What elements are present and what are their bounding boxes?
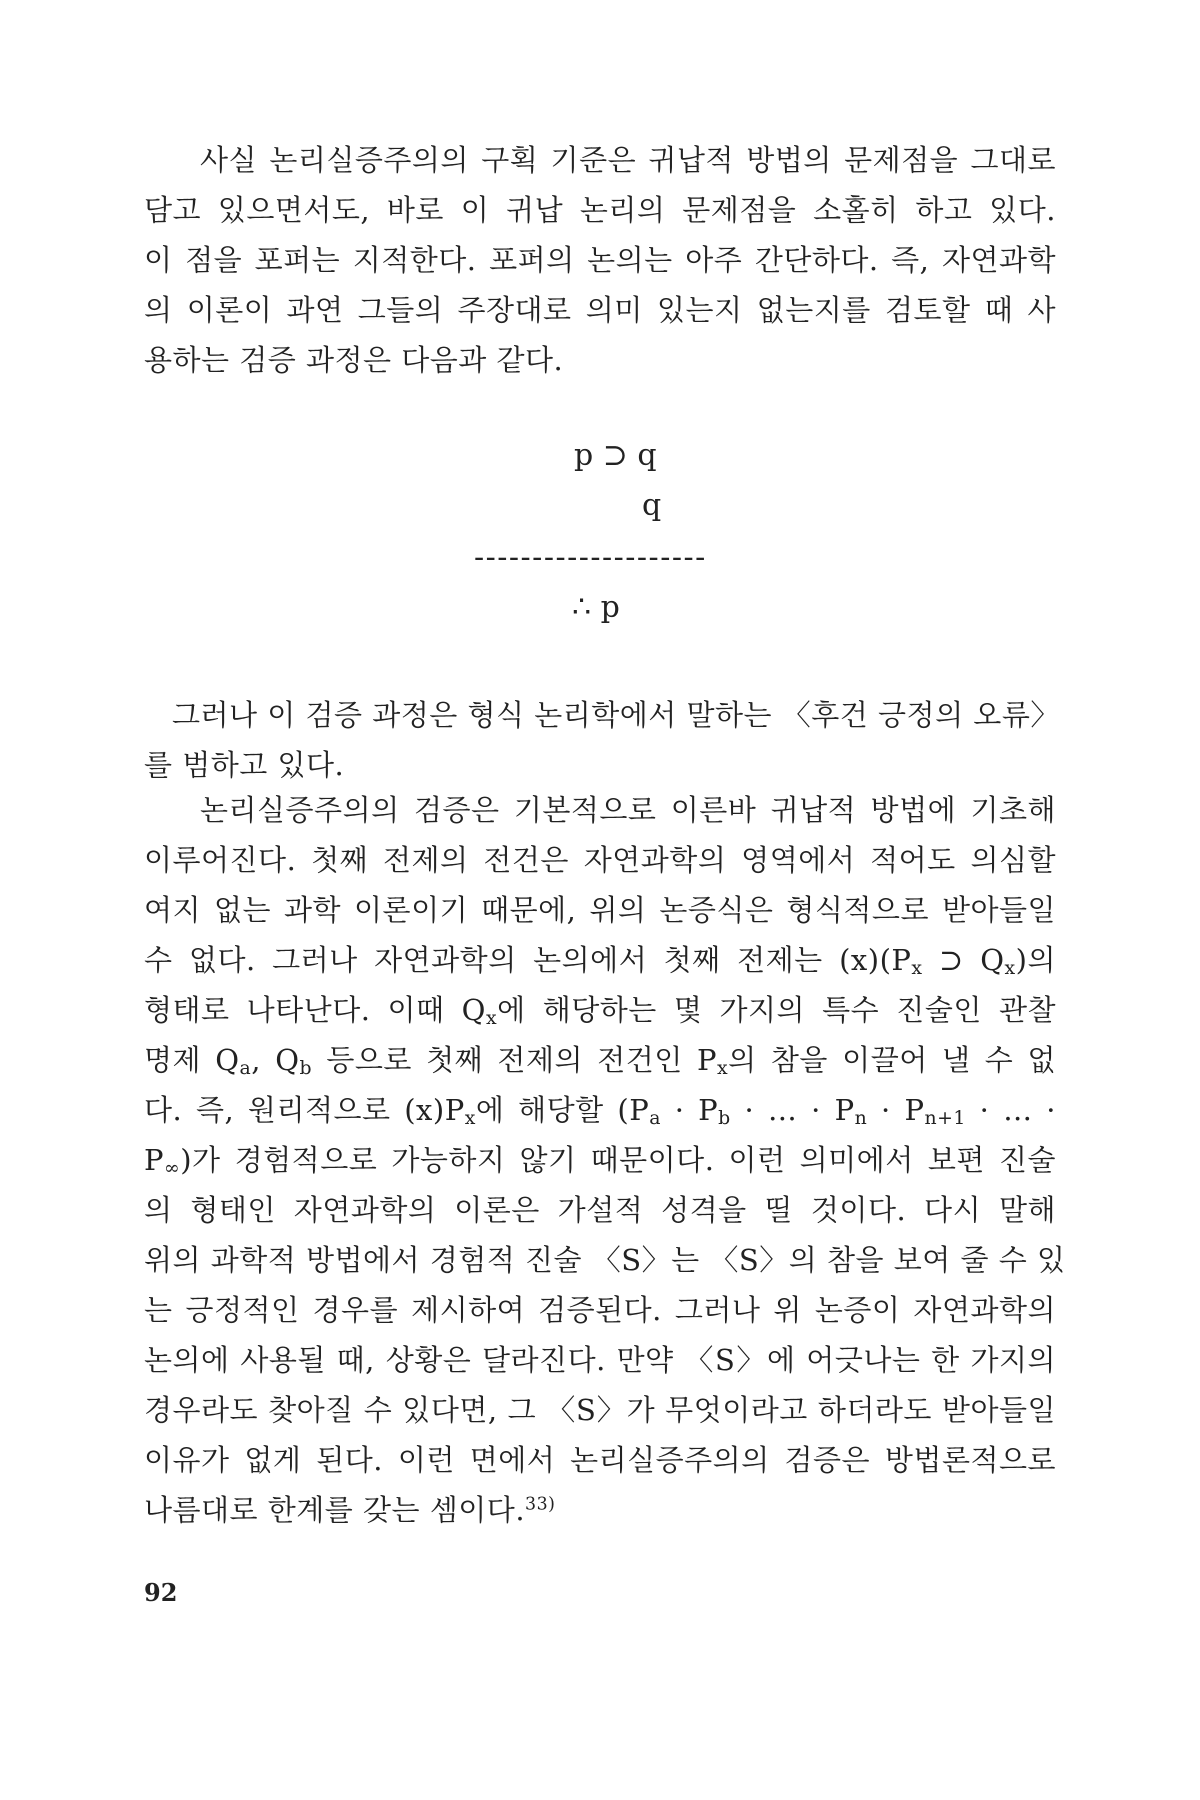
subscript: n — [854, 1107, 868, 1129]
text-line: 용하는 검증 과정은 다음과 같다. — [144, 343, 564, 377]
formula-premise-2: q — [642, 488, 662, 523]
paragraph-fallacy — [144, 690, 1060, 790]
text-line: 논의에 사용될 때, 상황은 달라진다. 만약 〈S〉에 어긋나는 한 가지의 — [144, 1343, 1056, 1377]
subscript: b — [299, 1057, 313, 1079]
text-segment: 등으로 첫째 전제의 전건인 P — [312, 1043, 718, 1077]
text-segment: 명제 Q — [144, 1043, 240, 1077]
formula-divider: -------------------- — [474, 540, 707, 575]
text-segment: )의 — [1015, 943, 1056, 977]
text-segment: ⊃ Q — [922, 943, 1005, 977]
text-segment: P — [144, 1143, 165, 1177]
text-line: 경우라도 찾아질 수 있다면, 그 〈S〉가 무엇이라고 하더라도 받아들일 — [144, 1393, 1056, 1427]
text-line: 의 형태인 자연과학의 이론은 가설적 성격을 띨 것이다. 다시 말해 — [144, 1193, 1056, 1227]
text-line: 를 범하고 있다. — [144, 748, 345, 782]
subscript: ∞ — [164, 1157, 181, 1179]
text-line-with-formula — [144, 935, 1056, 985]
formula-conclusion: ∴ p — [572, 590, 620, 625]
text-segment: 에 해당할 (P — [475, 1093, 650, 1127]
text-segment: 형태로 나타난다. 이때 Q — [144, 993, 486, 1027]
text-segment: )가 경험적으로 가능하지 않기 때문이다. 이런 의미에서 보편 진술 — [180, 1143, 1056, 1177]
text-segment: 나름대로 한계를 갖는 셈이다. — [144, 1493, 526, 1527]
subscript: x — [911, 957, 923, 979]
paragraph-intro — [144, 135, 1056, 385]
subscript: x — [464, 1107, 476, 1129]
subscript: x — [485, 1007, 498, 1029]
subscript: x — [717, 1057, 729, 1079]
text-line: 담고 있으면서도, 바로 이 귀납 논리의 문제점을 소홀히 하고 있다. — [144, 193, 1056, 227]
text-line-with-formula — [144, 1135, 1056, 1185]
text-line-with-formula — [144, 1085, 1056, 1135]
subscript: a — [239, 1057, 252, 1079]
formula-premise-1: p ⊃ q — [574, 438, 657, 473]
text-line: 이루어진다. 첫째 전제의 전건은 자연과학의 영역에서 적어도 의심할 — [144, 843, 1056, 877]
text-segment: 에 해당하는 몇 가지의 특수 진술인 관찰 — [497, 993, 1056, 1027]
subscript: b — [718, 1107, 731, 1129]
text-line: 논리실증주의의 검증은 기본적으로 이른바 귀납적 방법에 기초해 — [200, 793, 1056, 827]
text-line: 그러나 이 검증 과정은 형식 논리학에서 말하는 〈후건 긍정의 오류〉 — [172, 698, 1060, 732]
text-line: 사실 논리실증주의의 구획 기준은 귀납적 방법의 문제점을 그대로 — [200, 143, 1056, 177]
text-line: 이유가 없게 된다. 이런 면에서 논리실증주의의 검증은 방법론적으로 — [144, 1443, 1056, 1477]
text-segment: · P — [867, 1093, 925, 1127]
text-line: 의 이론이 과연 그들의 주장대로 의미 있는지 없는지를 검토할 때 사 — [144, 293, 1056, 327]
text-line: 여지 없는 과학 이론이기 때문에, 위의 논증식은 형식적으로 받아들일 — [144, 893, 1056, 927]
text-segment: , Q — [251, 1043, 300, 1077]
text-line-with-formula — [144, 1035, 1056, 1085]
page-number: 92 — [144, 1578, 178, 1607]
paragraph-verification — [144, 785, 1066, 1535]
text-segment: 의 참을 이끌어 낼 수 없 — [728, 1043, 1056, 1077]
text-segment: · … · P — [730, 1093, 855, 1127]
subscript: x — [1004, 957, 1016, 979]
text-line — [144, 1485, 1056, 1535]
text-segment: · … · — [965, 1093, 1057, 1127]
text-line: 는 긍정적인 경우를 제시하여 검증된다. 그러나 위 논증이 자연과학의 — [144, 1293, 1056, 1327]
text-line: 이 점을 포퍼는 지적한다. 포퍼의 논의는 아주 간단하다. 즉, 자연과학 — [144, 243, 1056, 277]
text-segment: 다. 즉, 원리적으로 (x)P — [144, 1093, 465, 1127]
text-line-with-formula — [144, 985, 1056, 1035]
text-segment: · P — [660, 1093, 719, 1127]
text-line: 위의 과학적 방법에서 경험적 진술 〈S〉는 〈S〉의 참을 보여 줄 수 있 — [144, 1243, 1066, 1277]
footnote-marker: 33) — [525, 1494, 556, 1515]
subscript: n+1 — [924, 1107, 966, 1129]
subscript: a — [649, 1107, 661, 1129]
text-segment: 수 없다. 그러나 자연과학의 논의에서 첫째 전제는 (x)(P — [144, 943, 912, 977]
